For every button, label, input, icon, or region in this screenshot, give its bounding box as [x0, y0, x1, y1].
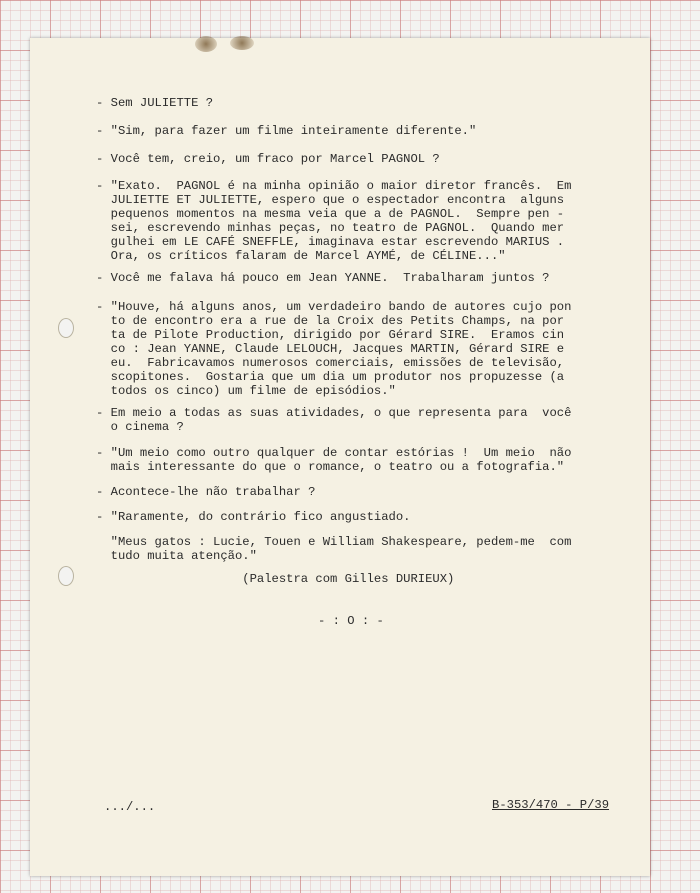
- text-line: - "Houve, há alguns anos, um verdadeiro bando de autores cujo pon: [96, 300, 572, 314]
- ink-stain: [195, 36, 217, 52]
- text-line: sei, escrevendo minhas peças, no teatro de PAGNOL. Quando mer: [96, 221, 565, 235]
- signature-line: (Palestra com Gilles DURIEUX): [96, 572, 455, 586]
- text-line: - Você tem, creio, um fraco por Marcel PAGNOL ?: [96, 152, 440, 166]
- text-line: ta de Pilote Production, dirigido por Gérard SIRE. Eramos cin: [96, 328, 565, 342]
- page-reference: B-353/470 - P/39: [492, 798, 610, 812]
- text-line: - "Exato. PAGNOL é na minha opinião o maior diretor francês. Em: [96, 179, 572, 193]
- end-marker: - : O : -: [318, 614, 384, 628]
- text-line: to de encontro era a rue de la Croix des Petits Champs, na por: [96, 314, 565, 328]
- punch-hole: [58, 318, 74, 338]
- text-line: "Meus gatos : Lucie, Touen e William Shakespeare, pedem-me com: [96, 535, 572, 549]
- text-line: - Acontece-lhe não trabalhar ?: [96, 485, 316, 499]
- text-line: eu. Fabricavamos numerosos comerciais, emissões de televisão,: [96, 356, 565, 370]
- text-line: - Sem JULIETTE ?: [96, 96, 214, 110]
- text-line: scopitones. Gostaria que um dia um produtor nos propuzesse (a: [96, 370, 565, 384]
- text-line: todos os cinco) um filme de episódios.": [96, 384, 396, 398]
- text-line: JULIETTE ET JULIETTE, espero que o espectador encontra alguns: [96, 193, 565, 207]
- text-line: co : Jean YANNE, Claude LELOUCH, Jacques MARTIN, Gérard SIRE e: [96, 342, 565, 356]
- text-line: - "Um meio como outro qualquer de contar estórias ! Um meio não: [96, 446, 572, 460]
- ink-stain: [230, 36, 254, 50]
- text-line: - "Sim, para fazer um filme inteiramente diferente.": [96, 124, 477, 138]
- text-line: o cinema ?: [96, 420, 184, 434]
- punch-hole: [58, 566, 74, 586]
- text-line: - Em meio a todas as suas atividades, o que representa para você: [96, 406, 572, 420]
- text-line: - Você me falava há pouco em Jean YANNE. Trabalharam juntos ?: [96, 271, 550, 285]
- text-line: Ora, os críticos falaram de Marcel AYMÉ, de CÉLINE...": [96, 249, 506, 263]
- text-line: gulhei em LE CAFÉ SNEFFLE, imaginava estar escrevendo MARIUS .: [96, 235, 565, 249]
- text-line: mais interessante do que o romance, o teatro ou a fotografia.": [96, 460, 565, 474]
- text-line: pequenos momentos na mesma veia que a de PAGNOL. Sempre pen -: [96, 207, 565, 221]
- text-line: - "Raramente, do contrário fico angustiado.: [96, 510, 411, 524]
- continuation-marker: .../...: [104, 800, 156, 814]
- text-line: tudo muita atenção.": [96, 549, 257, 563]
- document-page: [30, 38, 650, 876]
